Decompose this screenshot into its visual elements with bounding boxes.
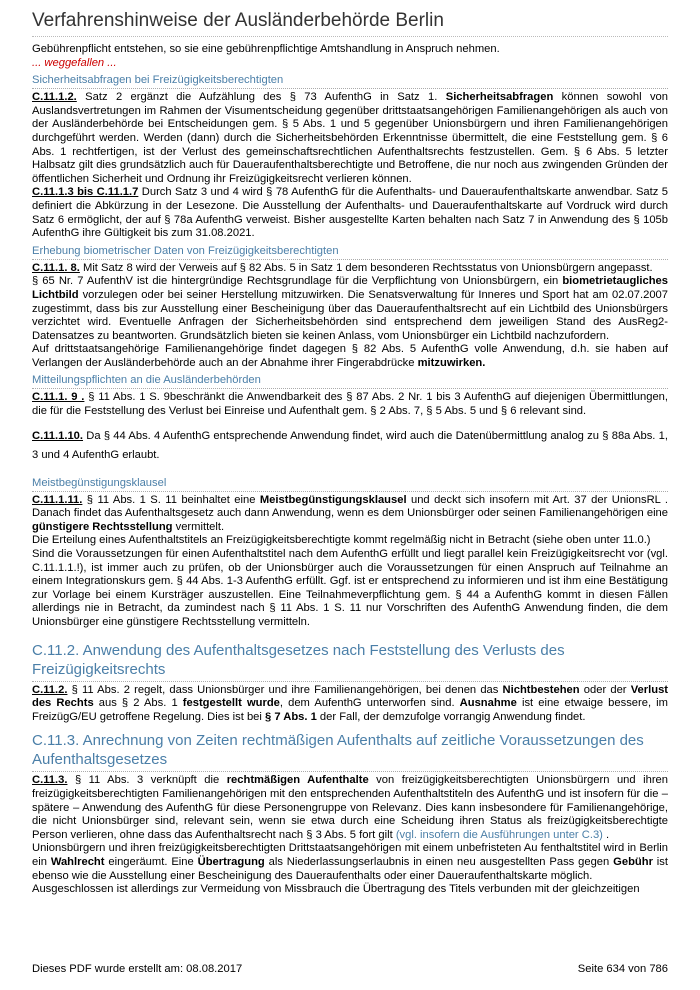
section-heading-biometrics: Erhebung biometrischer Daten von Freizügigkeitsberechtigten — [32, 241, 668, 260]
paragraph-ref: C.11.1.2. — [32, 91, 77, 104]
section-heading-security: Sicherheitsabfragen bei Freizügigkeitsberechtigten — [32, 70, 668, 89]
paragraph-ref: C.11.3. — [32, 774, 68, 787]
paragraph-c-11-1-9: C.11.1. 9 . § 11 Abs. 1 S. 9beschränkt die Anwendbarkeit des § 87 Abs. 2 Nr. 1 bis 3 AufenthG auf diejenigen Übermittlungen, die für die Feststellung des Verlust bei Einreise und Aufenthalt gem. § 2 Abs. 7, § 5 Abs. 5 und § 6 relevant sind. — [32, 391, 668, 418]
paragraph-c-11-1-8: C.11.1. 8. Mit Satz 8 wird der Verweis auf § 82 Abs. 5 in Satz 1 dem besonderen Rechtsstatus von Unionsbürgern angepasst. — [32, 261, 653, 274]
paragraph-c-11-1-2: C.11.1.2. Satz 2 ergänzt die Aufzählung des § 73 AufenthG in Satz 1. Sicherheitsabfragen können sowohl von Auslandsvertretungen im Rahmen der Visumentscheidung gegenüber drittstaatsangehörigen Familienangehörigen als auch von der Ausländerbehörde bei Entscheidungen gem. § 5 Abs. 1 und 5 gegenüber Unionsbürgern und ihren Familienangehörigen durchgeführt werden. Werden (dann) durch die Sicherheitsbehörden Erkenntnisse übermittelt, die eine Feststellung gem. § 6 Abs. 1 rechtfertigen, ist der Verlust des gemeinschaftsrechtlichen Aufenthaltsrechts festzustellen. Gem. § 6 Abs. 5 letzter Halbsatz gilt dies grundsätzlich auch für Daueraufenthaltsberechtigte und Betroffene, die nur noch aus zwingenden Gründen der öffentlichen Sicherheit und Ordnung ihr Freizügigkeitsrecht verlieren können. — [32, 91, 669, 185]
section-heading-notification: Mitteilungspflichten an die Ausländerbehörden — [32, 370, 668, 389]
footer-page-number: Seite 634 von 786 — [577, 963, 668, 975]
paragraph-ref: C.11.1.11. — [32, 493, 83, 506]
paragraph-c-11-1-3: C.11.1.3 bis C.11.1.7 Durch Satz 3 und 4 wird § 78 AufenthG für die Aufenthalts- und Daueraufenthaltskarte anwendbar. Satz 5 definiert die Abkürzung in der Lesezone. Die Ausstellung der Aufenthalts- und Daueraufenthaltskarte auf Vordruck wird durch Satz 6 ermöglicht, der auf § 78a AufenthG verweist. Bisher ausgestellte Karten behalten nach Satz 7 in Anwendung des § 105b AufenthG ihre Gültigkeit bis zum 31.08.2021. — [32, 186, 668, 240]
paragraph-integration-course: Sind die Voraussetzungen für einen Aufenthaltstitel nach dem AufenthG erfüllt und liegt parallel kein Freizügigkeitsrecht vor (vgl. C.11.1.1.!), ist immer auch zu prüfen, ob der Unionsbürger auch die Voraussetzungen für einen Anspruch auf Teilnahme an einem Integrationskurs gem. § 44 Abs. 1-3 AufenthG erfüllt. Ggf. ist er entsprechend zu informieren und ist ihm eine Bestätigung zur Vorlage bei einem Kursträger auszustellen. Eine Teilnahmeverpflichtung gem. § 44 a AufenthG kommt in diesen Fällen allerdings nie in Betracht, da zumindest nach § 11 Abs. 1 S. 11 nur Vorschriften des AufenthG Anwendung finden, die dem Unionsbürger eine günstigere Rechtsstellung vermitteln. — [32, 548, 668, 628]
intro-paragraph: Gebührenpflicht entstehen, so sie eine gebührenpflichtige Amtshandlung in Anspruch nehmen. — [32, 43, 500, 55]
document-page — [32, 10, 668, 897]
section-heading-c-11-2: C.11.2. Anwendung des Aufenthaltsgesetzes nach Feststellung des Verlusts des Freizügigkeitsrechts — [32, 638, 668, 682]
paragraph-ref: C.11.1. 8. — [32, 261, 80, 274]
paragraph-excluded: Ausgeschlossen ist allerdings zur Vermeidung von Missbrauch die Übertragung des Titels verbunden mit der gleichzeitigen — [32, 883, 640, 896]
document-title: Verfahrenshinweise der Ausländerbehörde Berlin — [32, 10, 668, 37]
section-heading-c-11-3: C.11.3. Anrechnung von Zeiten rechtmäßigen Aufenthalts auf zeitliche Voraussetzungen des Aufenthaltsgesetzes — [32, 728, 668, 772]
paragraph-ref: C.11.2. — [32, 683, 68, 696]
paragraph-fingerprints: Auf drittstaatsangehörige Familienangehörige findet dagegen § 82 Abs. 5 AufenthG volle Anwendung, d.h. sie haben auf Verlangen der Ausländerbehörde auch an der Abnahme ihrer Fingerabdrücke mitzuwirken. — [32, 343, 668, 369]
paragraph-residence-title: Die Erteilung eines Aufenthaltstitels an Freizügigkeitsberechtigte kommt regelmäßig nicht in Betracht (siehe oben unter 11.0.) — [32, 534, 651, 547]
paragraph-c-11-2: C.11.2. § 11 Abs. 2 regelt, dass Unionsbürger und ihre Familienangehörigen, bei denen das Nichtbestehen oder der Verlust des Rechts aus § 2 Abs. 1 festgestellt wurde, dem AufenthG unterworfen sind. Ausnahme ist eine etwaige bessere, im FreizügG/EU getroffene Regelung. Dies ist bei § 7 Abs. 1 der Fall, der demzufolge vorrangig Anwendung findet. — [32, 683, 669, 723]
reference-link-c-3[interactable]: (vgl. insofern die Ausführungen unter C.3) — [395, 828, 603, 841]
paragraph-ref: C.11.1.3 bis C.11.1.7 — [32, 186, 139, 199]
paragraph-photo: § 65 Nr. 7 AufenthV ist die hintergründige Rechtsgrundlage für die Verpflichtung von Unionsbürgern, ein biometrietaugliches Lichtbild vorzulegen oder bei seiner Herstellung mitzuwirken. Die Senatsverwaltung für Inneres und Sport hat am 02.07.2007 zugestimmt, dass bis zur Ausstellung einer Bescheinigung über das Daueraufenthaltsrecht auf ein Lichtbild des Unionsbürgers verzichtet wird. Eventuelle Anfragen der Sicherheitsbehörden sind entsprechend dem jeweiligen Stand des AusReg2-Datensatzes zu beantworten. Grundsätzlich bieten sie keinen Anlass, vom Unionsbürger ein Lichtbild nachzufordern. — [32, 275, 668, 342]
footer-created-date: Dieses PDF wurde erstellt am: 08.08.2017 — [32, 963, 243, 975]
paragraph-ref: C.11.1. 9 . — [32, 391, 85, 404]
paragraph-right-of-choice: Unionsbürgern und ihren freizügigkeitsberechtigten Drittstaatsangehörigen mit einem unbefristeten Au fenthaltstitel wird in Berlin ein Wahlrecht eingeräumt. Eine Übertragung als Niederlassungserlaubnis in einen neu ausgestellten Pass gegen Gebühr ist ebenso wie die Ausstellung einer Bescheinigung des Daueraufenthalts oder einer Daueraufenthaltskarte möglich. — [32, 842, 668, 882]
section-heading-most-favoured: Meistbegünstigungsklausel — [32, 473, 668, 492]
paragraph-c-11-1-11: C.11.1.11. § 11 Abs. 1 S. 11 beinhaltet eine Meistbegünstigungsklausel und deckt sich insofern mit Art. 37 der UnionsRL . Danach findet das Aufenthaltsgesetz auch dann Anwendung, wenn es dem Unionsbürger oder seinen Familienangehörigen eine günstigere Rechtsstellung vermittelt. — [32, 493, 668, 533]
page-footer — [32, 963, 668, 975]
paragraph-ref: C.11.1.10. — [32, 429, 84, 442]
removed-note — [32, 57, 668, 71]
paragraph-c-11-3: C.11.3. § 11 Abs. 3 verknüpft die rechtmäßigen Aufenthalte von freizügigkeitsberechtigten Unionsbürgern und ihren freizügigkeitsberechtigten Familienangehörigen mit den entsprechenden Aufenthaltstiteln des AufenthG und ist insofern für die – spätere – Anwendung des AufenthG für diese Personengruppe von Relevanz. Dies kann insbesondere für Familienangehörige, die nicht Unionsbürger sind, relevant sein, wenn sie etwa durch eine Scheidung ihren Status als freizügigkeitsberechtigte Person verlieren, ohne dass das Aufenthaltsrecht nach § 3 Abs. 5 fort gilt (vgl. insofern die Ausführungen unter C.3) . — [32, 774, 668, 841]
paragraph-c-11-1-10: C.11.1.10. Da § 44 Abs. 4 AufenthG entsprechende Anwendung findet, wird auch die Datenübermittlung analog zu § 88a Abs. 1, 3 und 4 AufenthG erlaubt. — [32, 429, 668, 461]
removed-text: ... weggefallen ... — [32, 56, 117, 69]
